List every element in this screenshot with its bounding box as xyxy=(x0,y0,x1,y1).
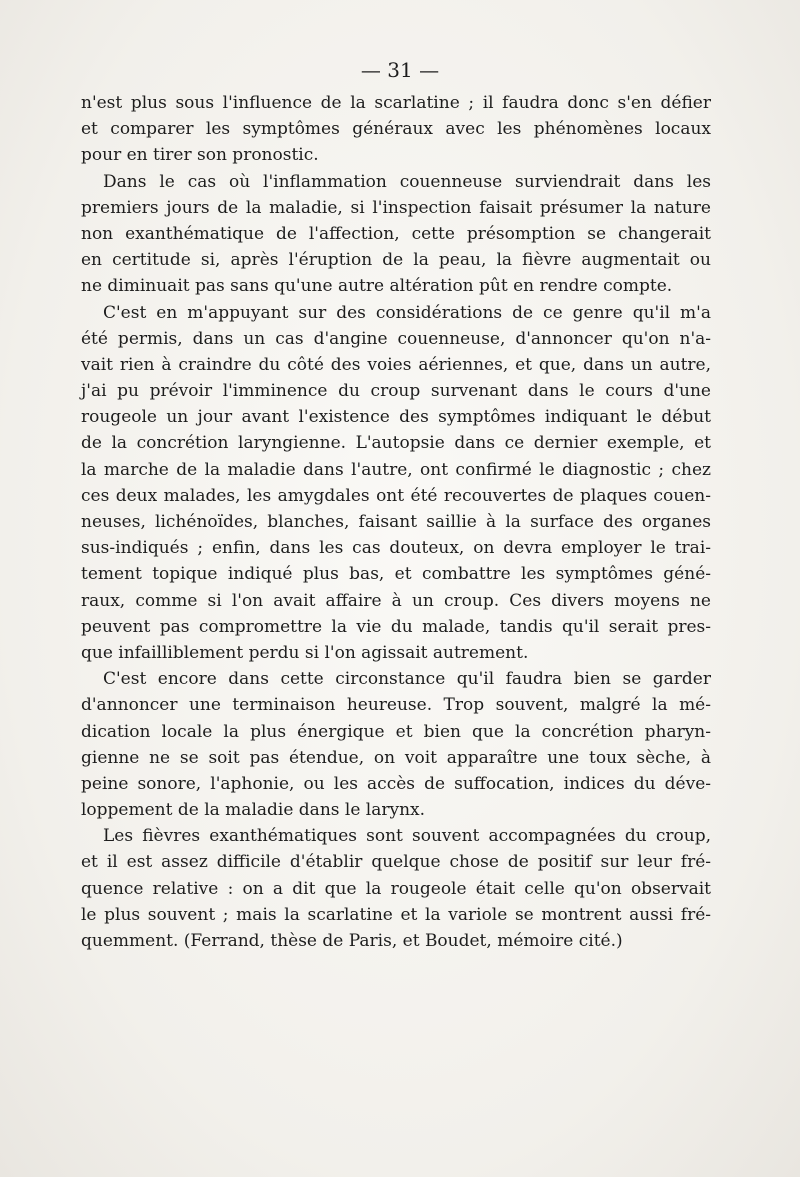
paragraph xyxy=(81,90,711,169)
text-line: quemment. (Ferrand, thèse de Paris, et Boudet, mémoire cité.) xyxy=(81,931,623,951)
text-line: C'est encore dans cette circonstance qu'il faudra bien se garder xyxy=(103,669,711,690)
text-line: peine sonore, l'aphonie, ou les accès de suffocation, indices du déve- xyxy=(81,773,711,794)
text-line: la marche de la maladie dans l'autre, ont confirmé le diagnostic ; chez xyxy=(81,459,711,480)
text-line: quence relative : on a dit que la rougeole était celle qu'on observait xyxy=(81,878,711,899)
text-line: le plus souvent ; mais la scarlatine et la variole se montrent aussi fré- xyxy=(81,904,711,925)
text-line: ces deux malades, les amygdales ont été recouvertes de plaques couen- xyxy=(81,485,711,506)
text-line: été permis, dans un cas d'angine couenneuse, d'annoncer qu'on n'a- xyxy=(81,328,711,349)
text-line: pour en tirer son pronostic. xyxy=(81,145,319,166)
text-line: rougeole un jour avant l'existence des symptômes indiquant le début xyxy=(81,407,711,428)
text-line: dication locale la plus énergique et bien que la concrétion pharyn- xyxy=(81,721,711,742)
body-text xyxy=(81,90,711,954)
text-line: sus-indiqués ; enfin, dans les cas douteux, on devra employer le trai- xyxy=(81,538,711,559)
text-line: Dans le cas où l'inflammation couenneuse surviendrait dans les xyxy=(103,171,711,192)
text-line: vait rien à craindre du côté des voies aériennes, et que, dans un autre, xyxy=(81,354,711,375)
text-line: peuvent pas compromettre la vie du malade, tandis qu'il serait pres- xyxy=(81,616,711,637)
text-line: tement topique indiqué plus bas, et combattre les symptômes géné- xyxy=(81,564,711,585)
page-number: — 31 — xyxy=(360,58,440,82)
paragraph xyxy=(81,666,711,823)
text-line: en certitude si, après l'éruption de la peau, la fièvre augmentait ou xyxy=(81,250,711,271)
text-line: d'annoncer une terminaison heureuse. Trop souvent, malgré la mé- xyxy=(81,695,711,716)
text-line: et comparer les symptômes généraux avec les phénomènes locaux xyxy=(81,119,711,140)
text-line: raux, comme si l'on avait affaire à un croup. Ces divers moyens ne xyxy=(81,590,711,611)
paragraph xyxy=(81,300,711,667)
text-line: C'est en m'appuyant sur des considérations de ce genre qu'il m'a xyxy=(103,302,711,323)
text-line: ne diminuait pas sans qu'une autre altération pût en rendre compte. xyxy=(81,276,673,297)
text-line: neuses, lichénoïdes, blanches, faisant saillie à la surface des organes xyxy=(81,512,711,532)
text-line: non exanthématique de l'affection, cette présomption se changerait xyxy=(81,223,711,244)
paragraph xyxy=(81,823,711,954)
text-line: loppement de la maladie dans le larynx. xyxy=(81,800,426,821)
text-line: premiers jours de la maladie, si l'inspection faisait présumer la nature xyxy=(81,197,711,218)
text-line: j'ai pu prévoir l'imminence du croup survenant dans le cours d'une xyxy=(81,381,711,402)
text-line: que infailliblement perdu si l'on agissait autrement. xyxy=(81,642,529,663)
text-line: de la concrétion laryngienne. L'autopsie dans ce dernier exemple, et xyxy=(81,433,711,454)
text-line: et il est assez difficile d'établir quelque chose de positif sur leur fré- xyxy=(81,852,711,873)
text-line: n'est plus sous l'influence de la scarlatine ; il faudra donc s'en défier xyxy=(81,93,711,113)
text-line: gienne ne se soit pas étendue, on voit apparaître une toux sèche, à xyxy=(81,747,711,768)
text-line: Les fièvres exanthématiques sont souvent accompagnées du croup, xyxy=(103,826,711,847)
paragraph xyxy=(81,169,711,300)
